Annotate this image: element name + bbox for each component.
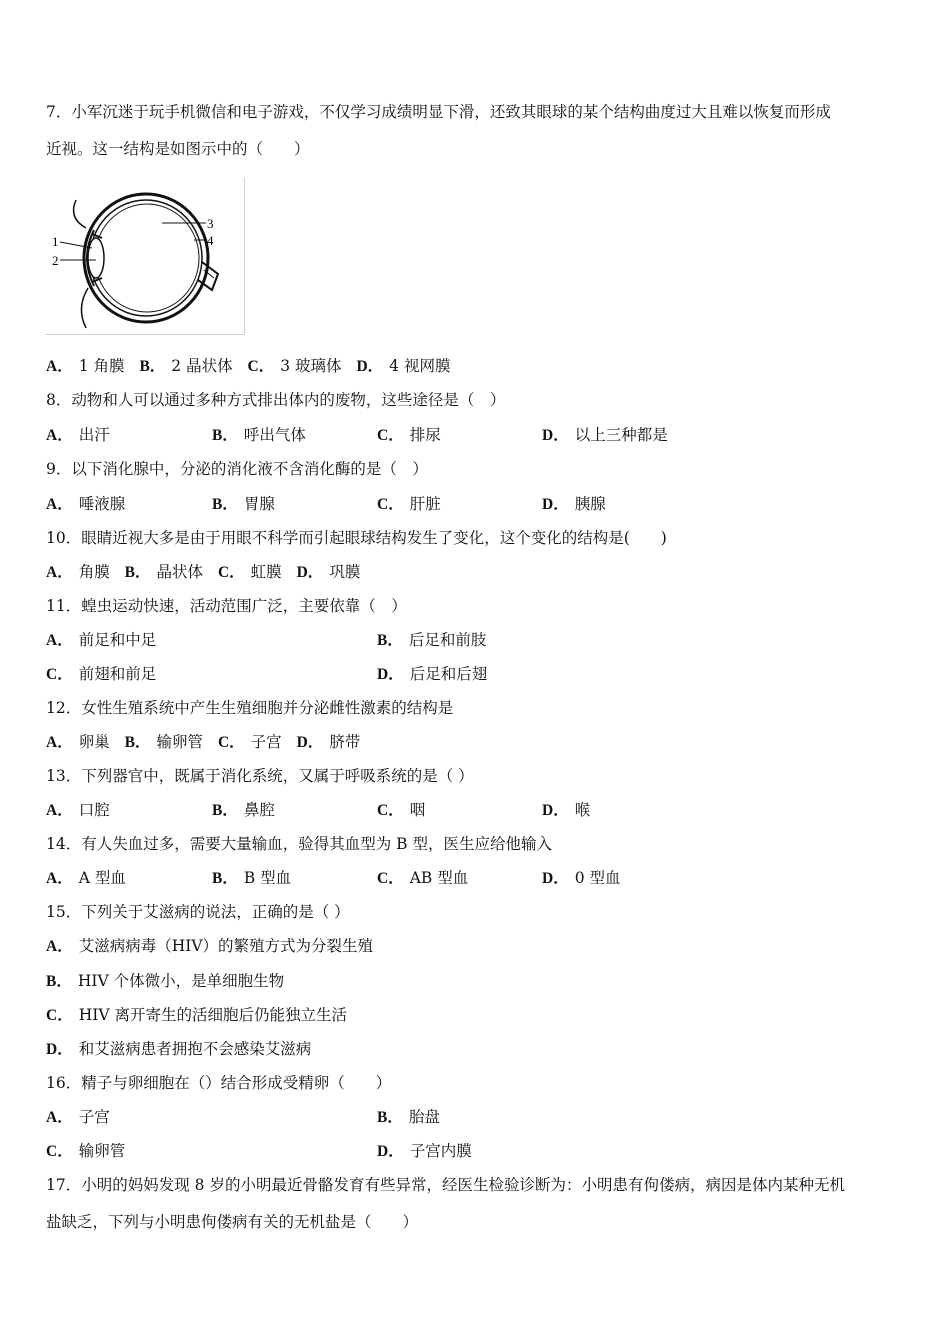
choroid-shape xyxy=(90,200,202,316)
q12-option-b: B． 输卵管 xyxy=(124,733,204,751)
q8-stem: 8．动物和人可以通过多种方式排出体内的废物，这些途径是（ ） xyxy=(46,391,506,409)
q13-option-d: D． 喉 xyxy=(542,801,591,819)
q11-stem: 11．蝗虫运动快速，活动范围广泛，主要依靠（ ） xyxy=(46,597,407,615)
q7-options xyxy=(46,356,460,377)
q10-option-d: D． 巩膜 xyxy=(296,563,361,581)
lower-eyelid xyxy=(81,288,88,328)
q10-stem: 10．眼睛近视大多是由于用眼不科学而引起眼球结构发生了变化，这个变化的结构是( ) xyxy=(46,529,667,547)
q7-option-b: B． 2 晶状体 xyxy=(139,357,233,375)
q10-option-c: C． 虹膜 xyxy=(217,563,282,581)
q16-option-a: A． 子宫 xyxy=(46,1108,110,1126)
q10-option-b: B． 晶状体 xyxy=(124,563,204,581)
q7-stem-line1: 7．小军沉迷于玩手机微信和电子游戏，不仅学习成绩明显下滑，还致其眼球的某个结构曲度过大且难以恢复而形成 xyxy=(46,103,831,121)
q10-options xyxy=(46,562,370,583)
q7-option-d: D． 4 视网膜 xyxy=(356,357,451,375)
q10-option-a: A． 角膜 xyxy=(46,563,110,581)
q14-option-c: C． AB 型血 xyxy=(377,869,469,887)
eye-diagram xyxy=(46,178,245,335)
q13-option-b: B． 鼻腔 xyxy=(212,801,275,819)
q15-option-b: B． HIV 个体微小，是单细胞生物 xyxy=(46,972,285,990)
q12-option-d: D． 脐带 xyxy=(296,733,361,751)
figure-label-1: 1 xyxy=(52,234,59,249)
q15-stem: 15．下列关于艾滋病的说法，正确的是（ ） xyxy=(46,903,350,921)
q8-option-b: B． 呼出气体 xyxy=(212,426,306,444)
retina-shape xyxy=(95,204,199,312)
figure-label-2: 2 xyxy=(52,253,59,268)
q11-option-a: A． 前足和中足 xyxy=(46,631,157,649)
q14-stem: 14．有人失血过多，需要大量输血，验得其血型为 B 型，医生应给他输入 xyxy=(46,835,552,853)
q7-option-c: C． 3 玻璃体 xyxy=(247,357,342,375)
figure-label-4: 4 xyxy=(207,233,214,248)
q16-option-d: D． 子宫内膜 xyxy=(377,1142,472,1160)
q16-option-c: C． 输卵管 xyxy=(46,1142,126,1160)
q9-option-d: D． 胰腺 xyxy=(542,495,606,513)
q15-option-a: A． 艾滋病病毒（HIV）的繁殖方式为分裂生殖 xyxy=(46,937,374,955)
q9-option-b: B． 胃腺 xyxy=(212,495,275,513)
q7-stem-line2: 近视。这一结构是如图示中的（ ） xyxy=(46,140,310,158)
q9-stem: 9．以下消化腺中，分泌的消化液不含消化酶的是（ ） xyxy=(46,460,428,478)
q9-option-a: A． 唾液腺 xyxy=(46,495,126,513)
q8-option-d: D． 以上三种都是 xyxy=(542,426,668,444)
q17-stem-line1: 17．小明的妈妈发现 8 岁的小明最近骨骼发育有些异常，经医生检验诊断为：小明患有佝偻病，病因是体内某种无机 xyxy=(46,1176,845,1194)
q13-option-c: C． 咽 xyxy=(377,801,426,819)
q9-option-c: C． 肝脏 xyxy=(377,495,441,513)
label-line-1 xyxy=(60,242,92,248)
q13-stem: 13．下列器官中，既属于消化系统，又属于呼吸系统的是（ ） xyxy=(46,767,474,785)
q13-option-a: A． 口腔 xyxy=(46,801,110,819)
q11-option-b: B． 后足和前肢 xyxy=(377,631,487,649)
q7-option-a: A． 1 角膜 xyxy=(46,357,125,375)
q17-stem-line2: 盐缺乏，下列与小明患佝偻病有关的无机盐是（ ） xyxy=(46,1213,419,1231)
q12-option-c: C． 子宫 xyxy=(217,733,282,751)
q12-option-a: A． 卵巢 xyxy=(46,733,110,751)
q14-option-d: D． 0 型血 xyxy=(542,869,621,887)
q16-option-b: B． 胎盘 xyxy=(377,1108,440,1126)
q11-option-d: D． 后足和后翅 xyxy=(377,665,488,683)
q8-option-c: C． 排尿 xyxy=(377,426,441,444)
q15-option-c: C． HIV 离开寄生的活细胞后仍能独立生活 xyxy=(46,1006,347,1024)
q12-stem: 12．女性生殖系统中产生生殖细胞并分泌雌性激素的结构是 xyxy=(46,699,454,717)
q15-option-d: D． 和艾滋病患者拥抱不会感染艾滋病 xyxy=(46,1040,312,1058)
q11-option-c: C． 前翅和前足 xyxy=(46,665,157,683)
upper-eyelid xyxy=(74,200,86,228)
q14-option-b: B． B 型血 xyxy=(212,869,292,887)
q16-stem: 16．精子与卵细胞在（）结合形成受精卵（ ） xyxy=(46,1074,392,1092)
q12-options xyxy=(46,732,370,753)
lens-shape xyxy=(88,238,104,278)
eye-diagram-svg xyxy=(46,178,244,334)
q14-option-a: A． A 型血 xyxy=(46,869,126,887)
figure-label-3: 3 xyxy=(207,216,214,231)
q8-option-a: A． 出汗 xyxy=(46,426,110,444)
